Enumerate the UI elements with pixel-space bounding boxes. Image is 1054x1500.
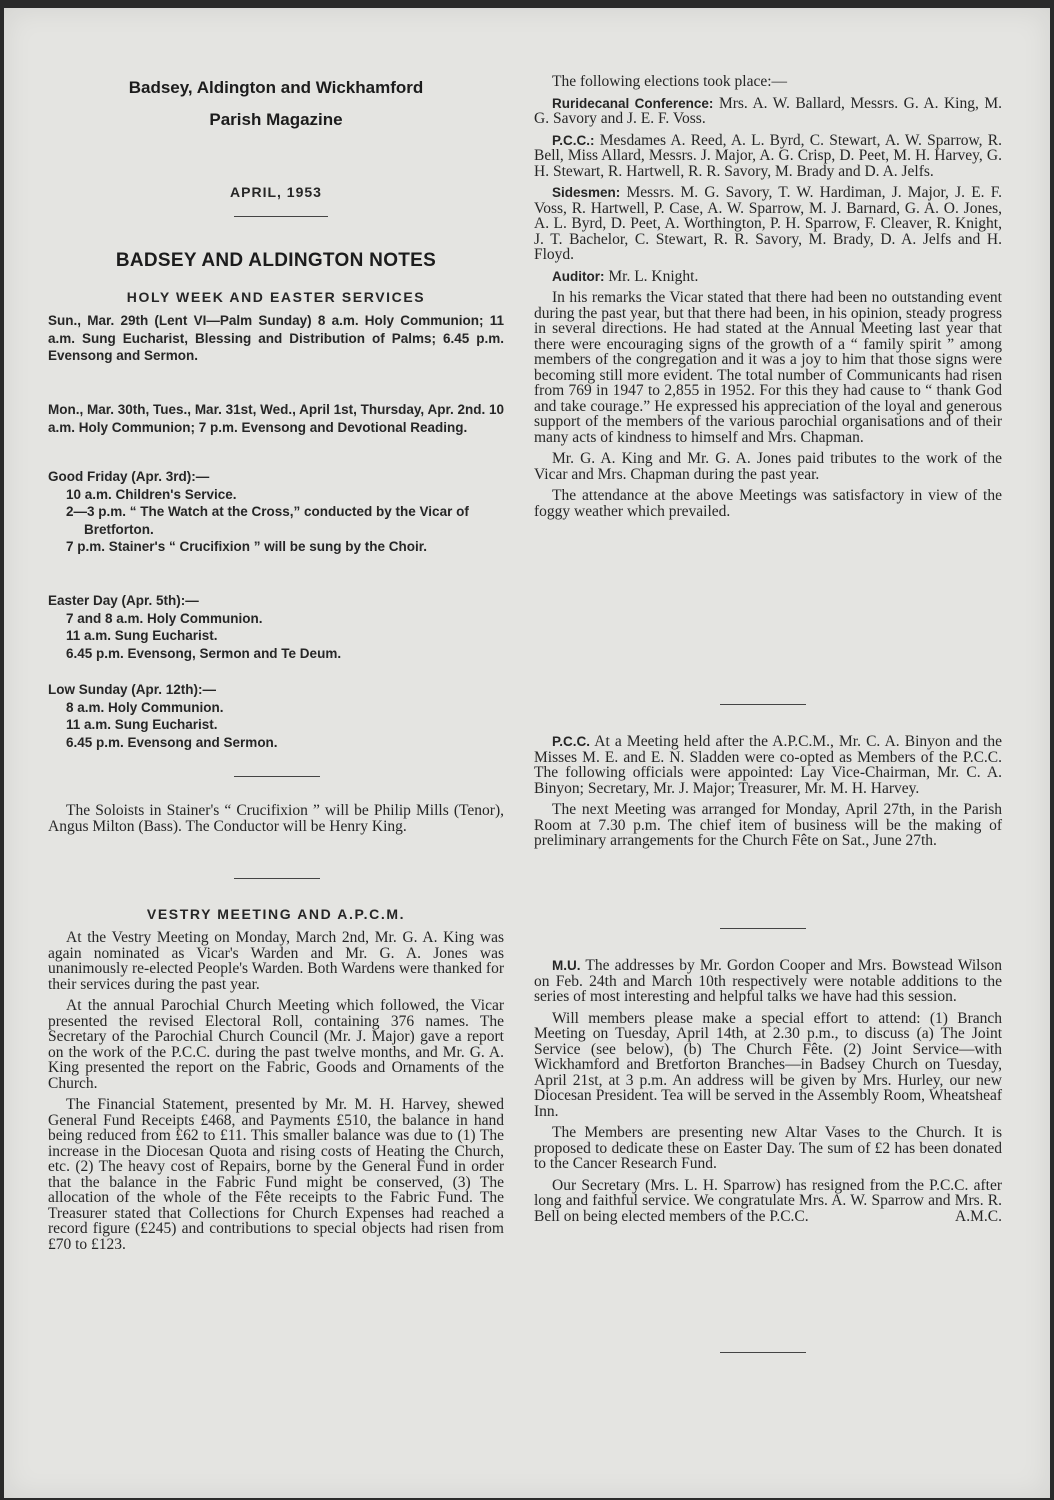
pcc-next-meeting: The next Meeting was arranged for Monday, April 27th, in the Parish Room at 7.30 p.m. The chief item of business will be the making of preliminary arrangements for the Church Fête on Sat., June 27th. — [534, 801, 1002, 849]
magazine-title-line1: Badsey, Aldington and Wickhamford — [128, 78, 424, 97]
issue-date: APRIL, 1953 — [230, 184, 322, 200]
low-sunday-item: 11 a.m. Sung Eucharist. — [66, 717, 218, 732]
right-column — [534, 8, 1002, 1498]
easter-day-item: 6.45 p.m. Evensong, Sermon and Te Deum. — [66, 645, 342, 661]
easter-day-item: 11 a.m. Sung Eucharist. — [66, 628, 218, 643]
divider — [720, 928, 806, 929]
low-sunday-section — [48, 681, 504, 751]
easter-day-section — [48, 592, 504, 662]
ruridecanal-entry — [534, 96, 1002, 127]
magazine-title-line2: Parish Magazine — [209, 110, 343, 129]
palm-sunday-text: Sun., Mar. 29th (Lent VI—Palm Sunday) 8 a.m. Holy Communion; 11 a.m. Sung Eucharist, Blessing and Distribution of Palms; 6.45 p.m. Evensong and Sermon. — [48, 313, 504, 363]
pcc-election-entry — [534, 133, 1002, 180]
low-sunday-item: 6.45 p.m. Evensong and Sermon. — [66, 734, 278, 750]
palm-sunday-services — [48, 312, 504, 365]
auditor-entry — [534, 269, 1002, 285]
sidesmen-entry — [534, 185, 1002, 263]
attendance-paragraph: The attendance at the above Meetings was satisfactory in view of the foggy weather which prevailed. — [534, 487, 1002, 520]
soloists-paragraph — [48, 803, 504, 840]
divider — [234, 878, 320, 879]
easter-day-item: 7 and 8 a.m. Holy Communion. — [66, 610, 263, 626]
mu-secretary-text: Our Secretary (Mrs. L. H. Sparrow) has resigned from the P.C.C. after long and faithful service. We congratulate Mrs. A. W. Sparrow and Mrs. R. Bell on being elected members of the P.C.C. — [534, 1176, 1002, 1225]
mu-text: The addresses by Mr. Gordon Cooper and Mrs. Bowstead Wilson on Feb. 24th and March 10th respectively were notable additions to the series of most interesting and helpful talks we have had this session. — [534, 957, 1002, 1005]
ruridecanal-text: Mrs. A. W. Ballard, Messrs. G. A. King, M. G. Savory and J. E. F. Voss. — [534, 94, 1002, 127]
weekday-text: Mon., Mar. 30th, Tues., Mar. 31st, Wed., April 1st, Thursday, Apr. 2nd. 10 a.m. Holy Communion; 7 p.m. Evensong and Devotional Reading. — [48, 402, 504, 435]
low-sunday-heading: Low Sunday (Apr. 12th):— — [48, 682, 217, 697]
weekday-services — [48, 401, 504, 436]
good-friday-item: 7 p.m. Stainer's “ Crucifixion ” will be sung by the Choir. — [66, 539, 428, 554]
mu-paragraph: Will members please make a special effort to attend: (1) Branch Meeting on Tuesday, April 14th, at 2.30 p.m., to discuss (a) The Joint Service (see below), (b) The Church Fête. (2) Joint Service—with Wickhamford and Bretforton Branches—in Badsey Church on Tuesday, April 21st, at 3 p.m. An address will be given by Mrs. Hurley, our new Diocesan President. Tea will be served in the Assembly Room, Wheatsheaf Inn. — [534, 1009, 1002, 1120]
soloists-text: The Soloists in Stainer's “ Crucifixion ” will be Philip Mills (Tenor), Angus Milton (Bass). The Conductor will be Henry King. — [48, 802, 504, 835]
ruridecanal-label: Ruridecanal Conference: — [552, 95, 714, 111]
divider — [720, 704, 806, 705]
vestry-heading: VESTRY MEETING AND A.P.C.M. — [146, 906, 406, 922]
mu-paragraph: The Members are presenting new Altar Vases to the Church. It is proposed to dedicate these on Easter Day. The sum of £2 has been donated to the Cancer Research Fund. — [534, 1124, 1002, 1172]
mu-label: M.U. — [552, 958, 581, 973]
left-column — [48, 8, 504, 1498]
vestry-paragraph: The Financial Statement, presented by Mr. M. H. Harvey, shewed General Fund Receipts £468, and Payments £510, the balance in hand being reduced from £62 to £11. This smaller balance was due to (1) The increase in the Diocesan Quota and rising costs of Heating the Church, etc. (2) The heavy cost of Repairs, borne by the General Fund in order that the balance in the Fabric Fund might be conserved, (3) The allocation of the whole of the Fête receipts to the Fabric Fund. The Treasurer stated that Collections for Church Expenses had reached a record figure (£245) and contributions to special objects had risen from £70 to £123. — [48, 1096, 504, 1253]
easter-heading: HOLY WEEK AND EASTER SERVICES — [126, 289, 426, 305]
sidesmen-label: Sidesmen: — [552, 185, 621, 200]
pcc-section — [534, 734, 1002, 855]
pcc-election-label: P.C.C.: — [552, 132, 595, 148]
pcc-text: At a Meeting held after the A.P.C.M., Mr. C. A. Binyon and the Misses M. E. and E. N. Sladden were co-opted as Members of the P.C.C. The following officials were appointed: Lay Vice-Chairman, Mr. C. A. Binyon; Secretary, Mr. J. Major; Treasurer, Mr. M. H. Harvey. — [534, 733, 1002, 797]
good-friday-section — [48, 468, 504, 556]
divider — [720, 1352, 806, 1353]
elections-intro: The following elections took place:— — [552, 73, 788, 90]
notes-heading: BADSEY AND ALDINGTON NOTES — [115, 250, 437, 271]
vestry-section — [48, 930, 504, 1258]
pcc-label: P.C.C. — [552, 734, 591, 749]
auditor-label: Auditor: — [552, 268, 605, 284]
good-friday-heading: Good Friday (Apr. 3rd):— — [48, 469, 210, 484]
good-friday-item: 10 a.m. Children's Service. — [66, 486, 237, 502]
mu-paragraph — [534, 958, 1002, 1005]
pcc-election-text: Mesdames A. Reed, A. L. Byrd, C. Stewart, A. W. Sparrow, R. Bell, Miss Allard, Messrs. J. Major, A. G. Crisp, D. Peet, M. H. Harvey, G. H. Stewart, R. Hartwell, R. R. Savory, M. Brady and D. A. Jelfs. — [534, 131, 1002, 180]
vicar-remarks: In his remarks the Vicar stated that there had been no outstanding event during the past year, but that there had been, in his opinion, steady progress in several directions. He had stated at the Annual Meeting last year that there were encouraging signs of the growth of a “ family spirit ” among members of the congregation and it was a joy to him that those signs were becoming still more evident. The total number of Communicants had risen from 769 in 1947 to 2,855 in 1952. For this they had cause to “ thank God and take courage.” He expressed his appreciation of the loyal and generous support of the members of the various parochial organisations and of their many acts of kindness to himself and Mrs. Chapman. — [534, 289, 1002, 446]
signature: A.M.C. — [955, 1207, 1002, 1225]
good-friday-item: 2—3 p.m. “ The Watch at the Cross,” conducted by the Vicar of Bretforton. — [66, 504, 469, 537]
divider — [234, 776, 320, 777]
vestry-paragraph: At the Vestry Meeting on Monday, March 2nd, Mr. G. A. King was again nominated as Vicar's Warden and Mr. G. A. Jones was unanimously re-elected People's Warden. Both Wardens were thanked for their services during the past year. — [48, 929, 504, 993]
magazine-page — [4, 8, 1050, 1498]
tributes-paragraph: Mr. G. A. King and Mr. G. A. Jones paid tributes to the work of the Vicar and Mrs. Chapman during the past year. — [534, 450, 1002, 483]
mu-section — [534, 958, 1002, 1230]
sidesmen-text: Messrs. M. G. Savory, T. W. Hardiman, J. Major, J. E. F. Voss, R. Hartwell, P. Case, A. W. Sparrow, M. J. Barnard, G. A. O. Jones, A. L. Byrd, D. Peet, A. Worthington, P. H. Sparrow, F. Cleaver, R. Knight, J. T. Bachelor, C. Stewart, R. R. Savory, M. Brady, D. A. Jelfs and H. Floyd. — [534, 184, 1003, 263]
low-sunday-item: 8 a.m. Holy Communion. — [66, 699, 224, 715]
vestry-paragraph: At the annual Parochial Church Meeting which followed, the Vicar presented the revised Electoral Roll, containing 376 names. The Secretary of the Parochial Church Council (Mr. J. Major) gave a report on the work of the P.C.C. during the past twelve months, and Mr. G. A. King presented the report on the Fabric, Goods and Ornaments of the Church. — [48, 997, 504, 1092]
pcc-paragraph — [534, 734, 1002, 796]
mu-paragraph — [534, 1178, 1002, 1225]
divider — [234, 216, 328, 217]
easter-day-heading: Easter Day (Apr. 5th):— — [48, 593, 199, 608]
auditor-text: Mr. L. Knight. — [608, 267, 699, 285]
elections-section — [534, 74, 1002, 525]
